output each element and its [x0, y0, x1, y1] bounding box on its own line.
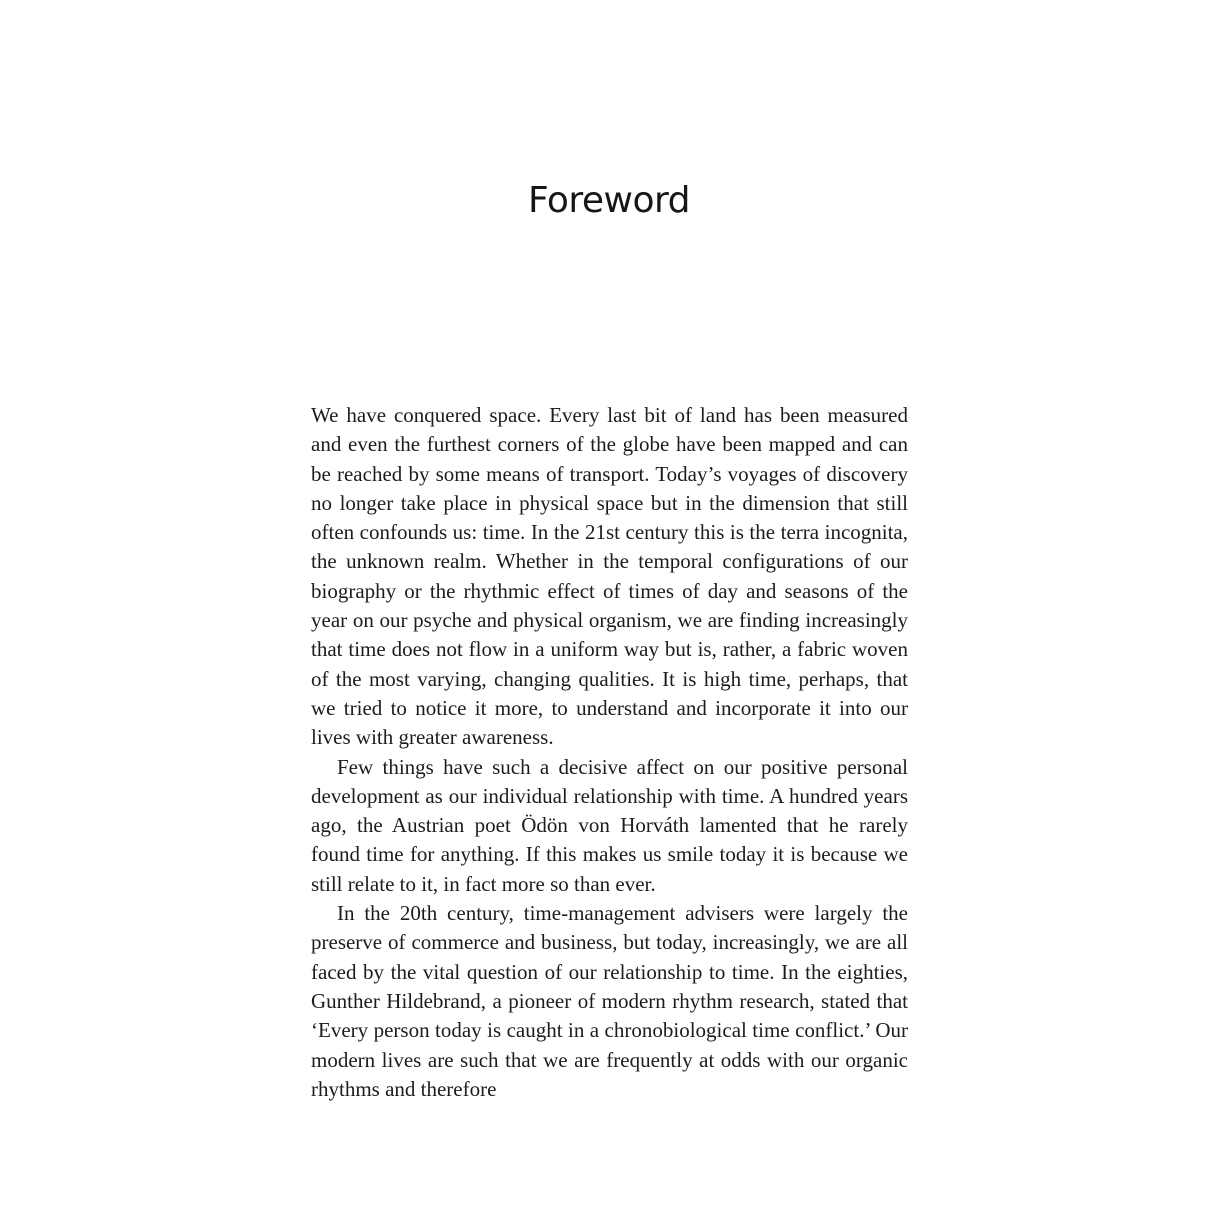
paragraph-2: Few things have such a decisive affect on our positive personal development as our individual relationship with time. A hundred years ago, the Austrian poet Ödön von Horváth lamented that he rarely found time for anything. If this makes us smile today it is because we still relate to it, in fact more so than ever. — [311, 754, 908, 896]
paragraph-3: In the 20th century, time-management advisers were largely the preserve of commerce and business, but today, increasingly, we are all faced by the vital question of our relationship to time. In the eighties, Gunther Hildebrand, a pioneer of modern rhythm research, stated that ‘Every person today is caught in a chronobiological time conflict.’ Our modern lives are such that we are frequently at odds with our organic rhythms and therefore — [311, 901, 908, 1101]
paragraph-1: We have conquered space. Every last bit of land has been measured and even the furthest corners of the globe have been mapped and can be reached by some means of transport. Today’s voyages of discovery no longer take place in physical space but in the dimension that still often confounds us: time. In the 21st century this is the terra incognita, the unknown realm. Whether in the temporal configurations of our biography or the rhythmic effect of times of day and seasons of the year on our psyche and physical organism, we are finding increasingly that time does not flow in a uniform way but is, rather, a fabric woven of the most varying, changing qualities. It is high time, perhaps, that we tried to notice it more, to understand and incorporate it into our lives with greater awareness. — [311, 403, 908, 750]
chapter-title: Foreword — [527, 180, 691, 221]
body-text — [311, 401, 908, 1104]
